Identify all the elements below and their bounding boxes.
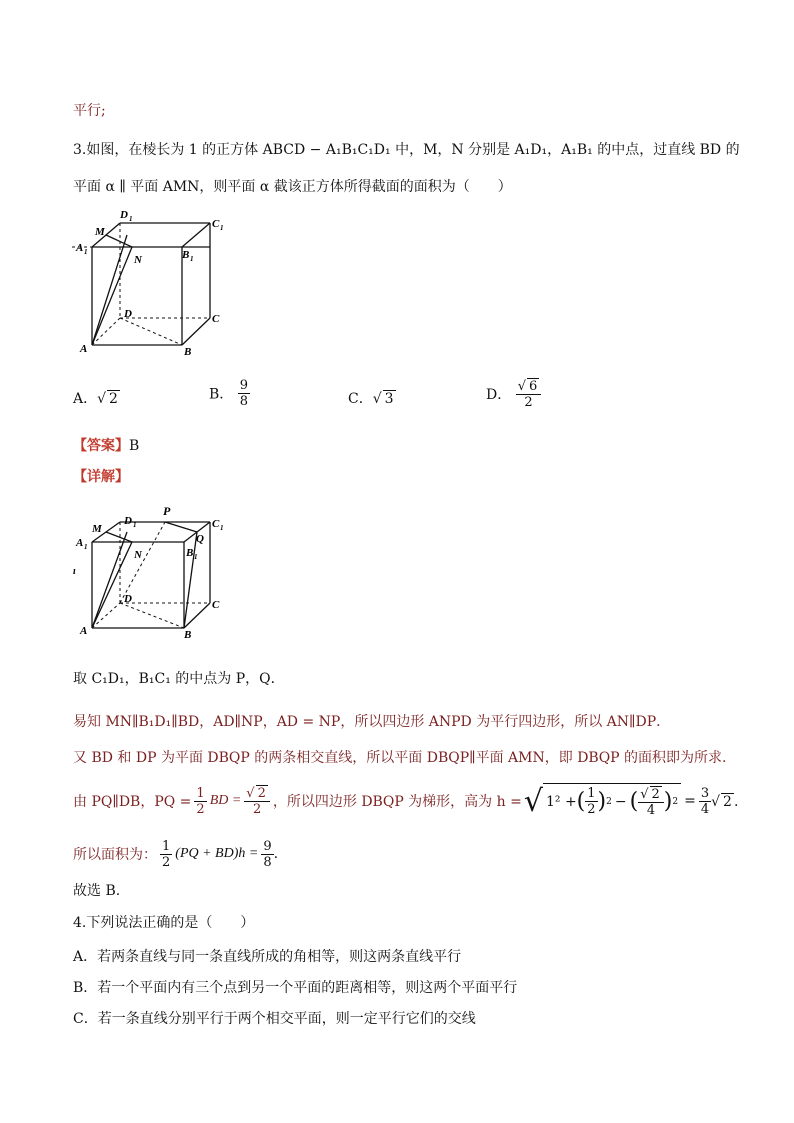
svg-text:C: C bbox=[212, 518, 220, 530]
option-C[interactable]: C．√ 3 bbox=[348, 391, 394, 407]
svg-text:B: B bbox=[184, 629, 192, 640]
continued-text: 平行; bbox=[73, 103, 106, 119]
svg-text:1: 1 bbox=[194, 553, 198, 561]
answer-line: 【答案】B bbox=[73, 438, 140, 454]
option-B[interactable]: B． $\frac{9}{8}$ bbox=[209, 378, 249, 409]
label-C1: C bbox=[212, 218, 220, 230]
label-A: A bbox=[80, 343, 88, 355]
explain-tag: 【详解】 bbox=[73, 469, 129, 485]
solution-line-2: 易知 MN∥B₁D₁∥BD，AD∥NP，AD = NP，所以四边形 ANPD 为平行四边形，所以 AN∥DP． bbox=[73, 714, 671, 730]
solution-line-3: 又 BD 和 DP 为平面 DBQP 的两条相交直线，所以平面 DBQP∥平面 AMN，即 DBQP 的面积即为所求. bbox=[73, 750, 727, 766]
svg-text:D: D bbox=[124, 593, 132, 605]
label-B1: B bbox=[182, 249, 190, 261]
label-D1: D bbox=[120, 209, 128, 221]
svg-text:1: 1 bbox=[84, 248, 88, 256]
q4-option-B[interactable]: B．若一个平面内有三个点到另一个平面的距离相等，则这两个平面平行 bbox=[73, 980, 518, 996]
option-D[interactable]: D． $\frac{√ 6}{2}$ bbox=[486, 378, 541, 410]
svg-text:1: 1 bbox=[220, 524, 224, 532]
svg-text:1: 1 bbox=[133, 521, 137, 529]
q4-option-C[interactable]: C．若一条直线分别平行于两个相交平面，则一定平行它们的交线 bbox=[73, 1011, 476, 1027]
q3-stem-line2: 平面 α ∥ 平面 AMN，则平面 α 截该正方体所得截面的面积为（ ） bbox=[73, 179, 512, 195]
cube-figure-1 bbox=[72, 205, 242, 360]
label-Q: Q bbox=[196, 533, 204, 545]
label-M: M bbox=[95, 226, 105, 238]
svg-text:N: N bbox=[134, 549, 142, 561]
svg-text:A: A bbox=[76, 537, 84, 549]
label-A1: A bbox=[76, 242, 84, 254]
label-D: D bbox=[124, 308, 132, 320]
label-B: B bbox=[184, 346, 192, 358]
svg-text:C: C bbox=[212, 599, 220, 611]
conclusion: 故选 B. bbox=[73, 883, 121, 899]
cube-figure-2 bbox=[72, 500, 242, 640]
solution-line-1: 取 C₁D₁，B₁C₁ 的中点为 P，Q． bbox=[73, 671, 285, 687]
q4-stem: 4.下列说法正确的是（ ） bbox=[73, 915, 255, 931]
svg-text:A: A bbox=[80, 625, 88, 637]
margin-mark: ı bbox=[73, 566, 76, 577]
label-N: N bbox=[134, 254, 142, 266]
solution-line-5: 所以面积为： $\frac{1}{2}$ (PQ + BD)h = $\frac{9}{8}$ . bbox=[73, 838, 279, 870]
svg-text:1: 1 bbox=[220, 224, 224, 232]
option-A[interactable]: A．√ 2 bbox=[73, 391, 118, 407]
svg-text:M: M bbox=[92, 523, 102, 535]
q4-option-A[interactable]: A．若两条直线与同一条直线所成的角相等，则这两条直线平行 bbox=[73, 949, 462, 965]
svg-text:1: 1 bbox=[190, 255, 194, 263]
solution-line-4: 由 PQ∥DB，PQ = $\frac{1}{2}$ BD = $\frac{√ 2}{2}$ ，所以四边形 DBQP 为梯形，高为 h = √ 1² + ( $\frac{1}{2}$ ) 2 − ( $\frac{√ 2}{4}$ ) 2 = $\frac{3}{4}$ √ 2 . bbox=[73, 783, 739, 819]
q3-stem-line1: 3.如图，在棱长为 1 的正方体 ABCD − A₁B₁C₁D₁ 中，M，N 分别是 A₁D₁，A₁B₁ 的中点，过直线 BD 的 bbox=[73, 142, 740, 158]
svg-text:1: 1 bbox=[84, 543, 88, 551]
svg-text:B: B bbox=[186, 547, 194, 559]
svg-text:D: D bbox=[124, 515, 132, 527]
label-C: C bbox=[212, 313, 220, 325]
svg-text:1: 1 bbox=[129, 215, 133, 223]
label-P: P bbox=[163, 504, 171, 518]
